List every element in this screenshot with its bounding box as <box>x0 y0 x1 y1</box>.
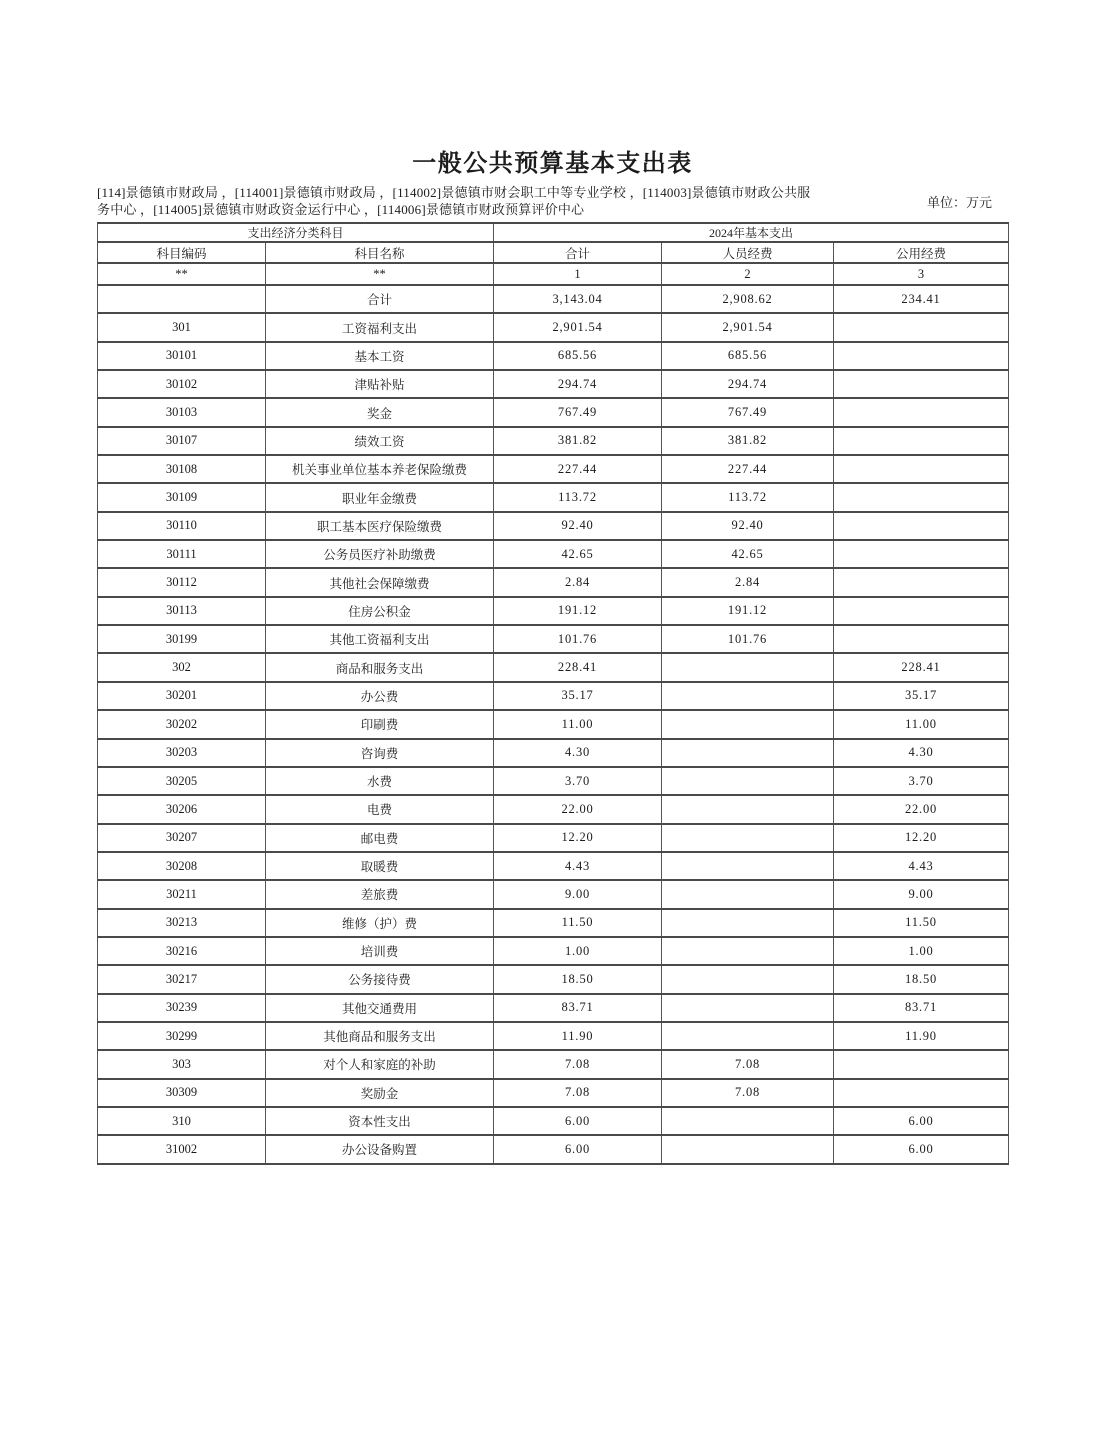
table-row <box>98 540 1009 568</box>
cell-personnel <box>662 937 834 965</box>
cell-name: 电费 <box>266 795 494 823</box>
table-row <box>98 483 1009 511</box>
unit-label: 单位：万元 <box>926 194 992 210</box>
cell-total: 12.20 <box>494 824 662 852</box>
table-row <box>98 965 1009 993</box>
table-row <box>98 1135 1009 1163</box>
cell-name: 印刷费 <box>266 710 494 738</box>
cell-public <box>834 512 1009 540</box>
cell-personnel <box>662 824 834 852</box>
cell-personnel <box>662 994 834 1022</box>
cell-code: 30203 <box>98 739 266 767</box>
cell-public <box>834 1079 1009 1107</box>
cell-total: 227.44 <box>494 455 662 483</box>
cell-personnel <box>662 767 834 795</box>
header-index-1: 1 <box>494 263 662 285</box>
cell-name: 水费 <box>266 767 494 795</box>
cell-total: 191.12 <box>494 597 662 625</box>
cell-public <box>834 313 1009 341</box>
cell-public: 11.50 <box>834 909 1009 937</box>
cell-personnel <box>662 739 834 767</box>
cell-code: 30205 <box>98 767 266 795</box>
cell-total: 83.71 <box>494 994 662 1022</box>
cell-total: 7.08 <box>494 1050 662 1078</box>
cell-name: 绩效工资 <box>266 427 494 455</box>
cell-total: 6.00 <box>494 1107 662 1135</box>
cell-code: 30213 <box>98 909 266 937</box>
table-row <box>98 427 1009 455</box>
cell-total: 11.90 <box>494 1022 662 1050</box>
cell-name: 维修（护）费 <box>266 909 494 937</box>
cell-total: 11.00 <box>494 710 662 738</box>
table-row <box>98 455 1009 483</box>
cell-personnel <box>662 653 834 681</box>
cell-personnel: 2,901.54 <box>662 313 834 341</box>
table-row <box>98 1107 1009 1135</box>
table-row <box>98 682 1009 710</box>
cell-total: 18.50 <box>494 965 662 993</box>
cell-code: 30211 <box>98 880 266 908</box>
header-total: 合计 <box>494 242 662 263</box>
cell-code: 30216 <box>98 937 266 965</box>
cell-name: 奖金 <box>266 398 494 426</box>
cell-name: 差旅费 <box>266 880 494 908</box>
page-title: 一般公共预算基本支出表 <box>412 151 693 177</box>
cell-personnel: 7.08 <box>662 1050 834 1078</box>
cell-total: 92.40 <box>494 512 662 540</box>
table-row <box>98 739 1009 767</box>
cell-personnel: 294.74 <box>662 370 834 398</box>
organization-list: [114]景德镇市财政局 ，[114001]景德镇市财政局 ，[114002]景德镇市财会职工中等专业学校 ，[114003]景德镇市财政公共服务中心 ，[114005]景德镇市财政资金运行中心 ，[114006]景德镇市财政预算评价中心 <box>97 185 811 217</box>
cell-code: 30102 <box>98 370 266 398</box>
cell-name: 其他工资福利支出 <box>266 625 494 653</box>
cell-total: 7.08 <box>494 1079 662 1107</box>
cell-public: 83.71 <box>834 994 1009 1022</box>
cell-name: 咨询费 <box>266 739 494 767</box>
cell-personnel: 227.44 <box>662 455 834 483</box>
table-row <box>98 1050 1009 1078</box>
cell-name: 职业年金缴费 <box>266 483 494 511</box>
cell-personnel <box>662 880 834 908</box>
cell-name: 合计 <box>266 285 494 313</box>
cell-public <box>834 455 1009 483</box>
cell-code: 30207 <box>98 824 266 852</box>
cell-code: 30208 <box>98 852 266 880</box>
cell-code: 30202 <box>98 710 266 738</box>
table-row <box>98 597 1009 625</box>
cell-public <box>834 483 1009 511</box>
cell-personnel: 101.76 <box>662 625 834 653</box>
cell-total: 381.82 <box>494 427 662 455</box>
cell-public <box>834 370 1009 398</box>
cell-name: 机关事业单位基本养老保险缴费 <box>266 455 494 483</box>
cell-code: 30201 <box>98 682 266 710</box>
cell-public <box>834 625 1009 653</box>
cell-personnel: 2,908.62 <box>662 285 834 313</box>
cell-public: 3.70 <box>834 767 1009 795</box>
cell-code: 310 <box>98 1107 266 1135</box>
cell-personnel <box>662 852 834 880</box>
cell-name: 工资福利支出 <box>266 313 494 341</box>
cell-public: 4.30 <box>834 739 1009 767</box>
budget-table <box>97 222 1009 1165</box>
cell-public: 228.41 <box>834 653 1009 681</box>
cell-public <box>834 427 1009 455</box>
cell-total: 4.43 <box>494 852 662 880</box>
cell-name: 津贴补贴 <box>266 370 494 398</box>
header-columns-row <box>98 242 1009 263</box>
cell-personnel: 191.12 <box>662 597 834 625</box>
cell-personnel: 685.56 <box>662 342 834 370</box>
table-row <box>98 653 1009 681</box>
cell-public <box>834 568 1009 596</box>
cell-personnel: 767.49 <box>662 398 834 426</box>
cell-public: 4.43 <box>834 852 1009 880</box>
cell-total: 35.17 <box>494 682 662 710</box>
table-row <box>98 767 1009 795</box>
cell-public: 1.00 <box>834 937 1009 965</box>
cell-total: 1.00 <box>494 937 662 965</box>
cell-public: 35.17 <box>834 682 1009 710</box>
cell-name: 职工基本医疗保险缴费 <box>266 512 494 540</box>
cell-personnel: 2.84 <box>662 568 834 596</box>
cell-name: 邮电费 <box>266 824 494 852</box>
cell-personnel <box>662 965 834 993</box>
header-index-code: ** <box>98 263 266 285</box>
cell-public: 12.20 <box>834 824 1009 852</box>
header-subject-code: 科目编码 <box>98 242 266 263</box>
cell-name: 其他社会保障缴费 <box>266 568 494 596</box>
cell-name: 资本性支出 <box>266 1107 494 1135</box>
document-meta <box>97 184 1008 218</box>
cell-public: 22.00 <box>834 795 1009 823</box>
table-row <box>98 937 1009 965</box>
header-index-name: ** <box>266 263 494 285</box>
cell-name: 办公费 <box>266 682 494 710</box>
cell-code: 30101 <box>98 342 266 370</box>
table-row <box>98 1022 1009 1050</box>
cell-total: 11.50 <box>494 909 662 937</box>
cell-total: 4.30 <box>494 739 662 767</box>
cell-code <box>98 285 266 313</box>
header-subject-name: 科目名称 <box>266 242 494 263</box>
cell-name: 奖励金 <box>266 1079 494 1107</box>
cell-total: 22.00 <box>494 795 662 823</box>
cell-name: 办公设备购置 <box>266 1135 494 1163</box>
cell-code: 303 <box>98 1050 266 1078</box>
cell-public: 6.00 <box>834 1107 1009 1135</box>
cell-total: 685.56 <box>494 342 662 370</box>
table-row <box>98 852 1009 880</box>
cell-name: 商品和服务支出 <box>266 653 494 681</box>
table-row <box>98 342 1009 370</box>
table-row <box>98 795 1009 823</box>
cell-public <box>834 540 1009 568</box>
cell-name: 其他交通费用 <box>266 994 494 1022</box>
cell-personnel <box>662 710 834 738</box>
cell-code: 30103 <box>98 398 266 426</box>
table-row <box>98 994 1009 1022</box>
cell-code: 30217 <box>98 965 266 993</box>
header-public-funds: 公用经费 <box>834 242 1009 263</box>
cell-personnel <box>662 795 834 823</box>
cell-public <box>834 398 1009 426</box>
cell-personnel <box>662 1107 834 1135</box>
cell-public: 11.90 <box>834 1022 1009 1050</box>
cell-personnel: 7.08 <box>662 1079 834 1107</box>
table-header <box>98 223 1009 285</box>
cell-total: 113.72 <box>494 483 662 511</box>
table-row <box>98 909 1009 937</box>
cell-code: 30107 <box>98 427 266 455</box>
cell-total: 2.84 <box>494 568 662 596</box>
cell-total: 767.49 <box>494 398 662 426</box>
header-group-row <box>98 223 1009 242</box>
table-row <box>98 625 1009 653</box>
cell-personnel <box>662 1135 834 1163</box>
header-group-classification: 支出经济分类科目 <box>98 223 494 242</box>
cell-public <box>834 597 1009 625</box>
cell-public: 18.50 <box>834 965 1009 993</box>
cell-personnel: 381.82 <box>662 427 834 455</box>
cell-code: 30199 <box>98 625 266 653</box>
cell-total: 6.00 <box>494 1135 662 1163</box>
header-index-3: 3 <box>834 263 1009 285</box>
cell-total: 2,901.54 <box>494 313 662 341</box>
table-row <box>98 568 1009 596</box>
table-row <box>98 370 1009 398</box>
table-row <box>98 710 1009 738</box>
cell-name: 住房公积金 <box>266 597 494 625</box>
cell-name: 对个人和家庭的补助 <box>266 1050 494 1078</box>
cell-public: 234.41 <box>834 285 1009 313</box>
cell-public: 11.00 <box>834 710 1009 738</box>
table-row <box>98 880 1009 908</box>
cell-name: 取暖费 <box>266 852 494 880</box>
cell-total: 42.65 <box>494 540 662 568</box>
table-row <box>98 824 1009 852</box>
table-row <box>98 1079 1009 1107</box>
table-row <box>98 398 1009 426</box>
header-personnel-funds: 人员经费 <box>662 242 834 263</box>
header-index-row <box>98 263 1009 285</box>
cell-personnel <box>662 909 834 937</box>
cell-public <box>834 342 1009 370</box>
cell-code: 301 <box>98 313 266 341</box>
cell-code: 31002 <box>98 1135 266 1163</box>
cell-total: 3.70 <box>494 767 662 795</box>
cell-code: 30110 <box>98 512 266 540</box>
cell-code: 302 <box>98 653 266 681</box>
table-body <box>98 285 1009 1164</box>
cell-code: 30206 <box>98 795 266 823</box>
cell-code: 30108 <box>98 455 266 483</box>
cell-code: 30113 <box>98 597 266 625</box>
cell-code: 30309 <box>98 1079 266 1107</box>
cell-personnel <box>662 1022 834 1050</box>
cell-personnel: 92.40 <box>662 512 834 540</box>
cell-personnel: 113.72 <box>662 483 834 511</box>
cell-code: 30239 <box>98 994 266 1022</box>
cell-name: 培训费 <box>266 937 494 965</box>
cell-public <box>834 1050 1009 1078</box>
cell-personnel: 42.65 <box>662 540 834 568</box>
document-sheet <box>97 150 1008 1165</box>
cell-code: 30109 <box>98 483 266 511</box>
cell-code: 30111 <box>98 540 266 568</box>
cell-total: 9.00 <box>494 880 662 908</box>
cell-code: 30299 <box>98 1022 266 1050</box>
cell-name: 公务员医疗补助缴费 <box>266 540 494 568</box>
cell-total: 3,143.04 <box>494 285 662 313</box>
table-row <box>98 313 1009 341</box>
cell-personnel <box>662 682 834 710</box>
table-row <box>98 285 1009 313</box>
cell-name: 其他商品和服务支出 <box>266 1022 494 1050</box>
cell-name: 基本工资 <box>266 342 494 370</box>
cell-total: 294.74 <box>494 370 662 398</box>
cell-total: 228.41 <box>494 653 662 681</box>
cell-total: 101.76 <box>494 625 662 653</box>
cell-code: 30112 <box>98 568 266 596</box>
cell-public: 6.00 <box>834 1135 1009 1163</box>
table-row <box>98 512 1009 540</box>
cell-name: 公务接待费 <box>266 965 494 993</box>
cell-public: 9.00 <box>834 880 1009 908</box>
header-index-2: 2 <box>662 263 834 285</box>
header-group-basic-expenditure: 2024年基本支出 <box>494 223 1009 242</box>
